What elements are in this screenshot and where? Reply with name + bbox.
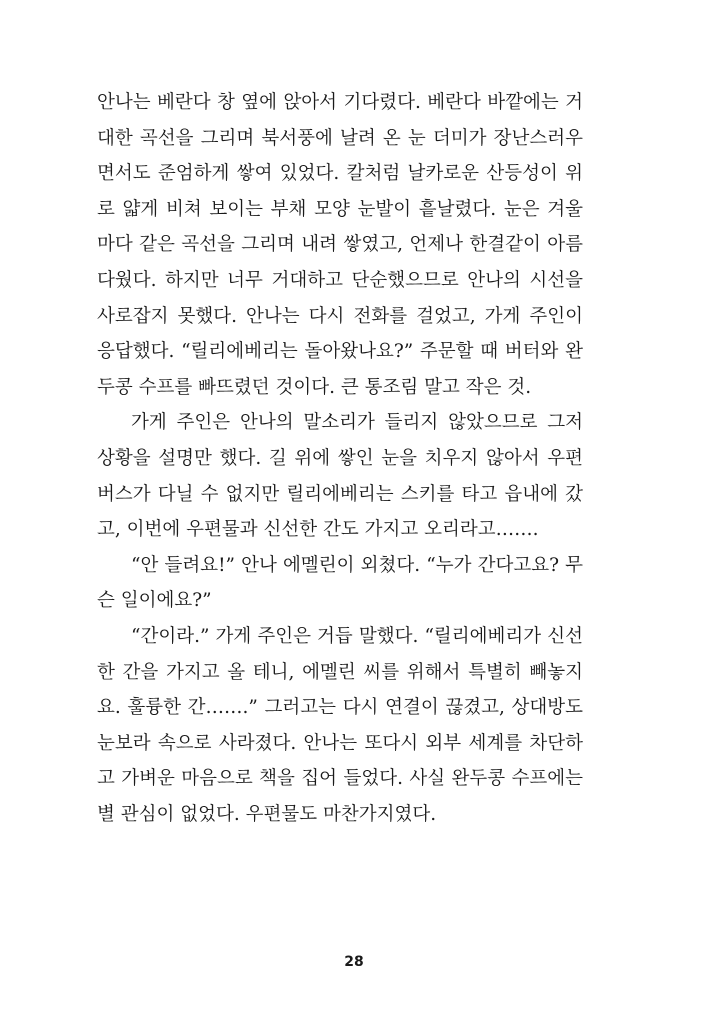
text-line: 마다 같은 곡선을 그리며 내려 쌓였고, 언제나 한결같이 아름 xyxy=(97,234,583,256)
text-line: 슨 일이에요?” xyxy=(97,590,212,612)
body-text xyxy=(97,85,583,832)
text-line: “안 들려요!” 안나 에멜린이 외쳤다. “누가 간다고요? 무 xyxy=(131,554,583,576)
text-line: 대한 곡선을 그리며 북서풍에 날려 온 눈 더미가 장난스러우 xyxy=(97,127,583,149)
text-line: 안나는 베란다 창 옆에 앉아서 기다렸다. 베란다 바깥에는 거 xyxy=(97,92,583,113)
text-line: 두콩 수프를 빠뜨렸던 것이다. 큰 통조림 말고 작은 것. xyxy=(97,376,532,398)
text-line: 눈보라 속으로 사라졌다. 안나는 또다시 외부 세계를 차단하 xyxy=(97,732,583,754)
text-line: 로 얇게 비쳐 보이는 부채 모양 눈발이 흩날렸다. 눈은 겨울 xyxy=(97,198,583,220)
text-line: 다웠다. 하지만 너무 거대하고 단순했으므로 안나의 시선을 xyxy=(97,269,583,291)
text-line: 응답했다. “릴리에베리는 돌아왔나요?” 주문할 때 버터와 완 xyxy=(97,341,583,363)
text-line: 고, 이번에 우편물과 신선한 간도 가지고 오리라고……. xyxy=(97,519,539,541)
text-line: 요. 훌륭한 간…….” 그러고는 다시 연결이 끊겼고, 상대방도 xyxy=(97,697,583,719)
text-line: “간이라.” 가게 주인은 거듭 말했다. “릴리에베리가 신선 xyxy=(131,625,583,647)
text-line: 별 관심이 없었다. 우편물도 마찬가지였다. xyxy=(97,803,437,825)
text-line: 가게 주인은 안나의 말소리가 들리지 않았으므로 그저 xyxy=(131,412,583,434)
text-line: 한 간을 가지고 올 테니, 에멜린 씨를 위해서 특별히 빼놓지 xyxy=(97,661,583,683)
text-line: 사로잡지 못했다. 안나는 다시 전화를 걸었고, 가게 주인이 xyxy=(97,305,583,327)
text-line: 상황을 설명만 했다. 길 위에 쌓인 눈을 치우지 않아서 우편 xyxy=(97,447,583,469)
text-line: 고 가벼운 마음으로 책을 집어 들었다. 사실 완두콩 수프에는 xyxy=(97,768,583,790)
text-line: 면서도 준엄하게 쌓여 있었다. 칼처럼 날카로운 산등성이 위 xyxy=(97,163,583,185)
page-number: 28 xyxy=(344,954,364,970)
text-line: 버스가 다닐 수 없지만 릴리에베리는 스키를 타고 읍내에 갔 xyxy=(97,483,583,505)
